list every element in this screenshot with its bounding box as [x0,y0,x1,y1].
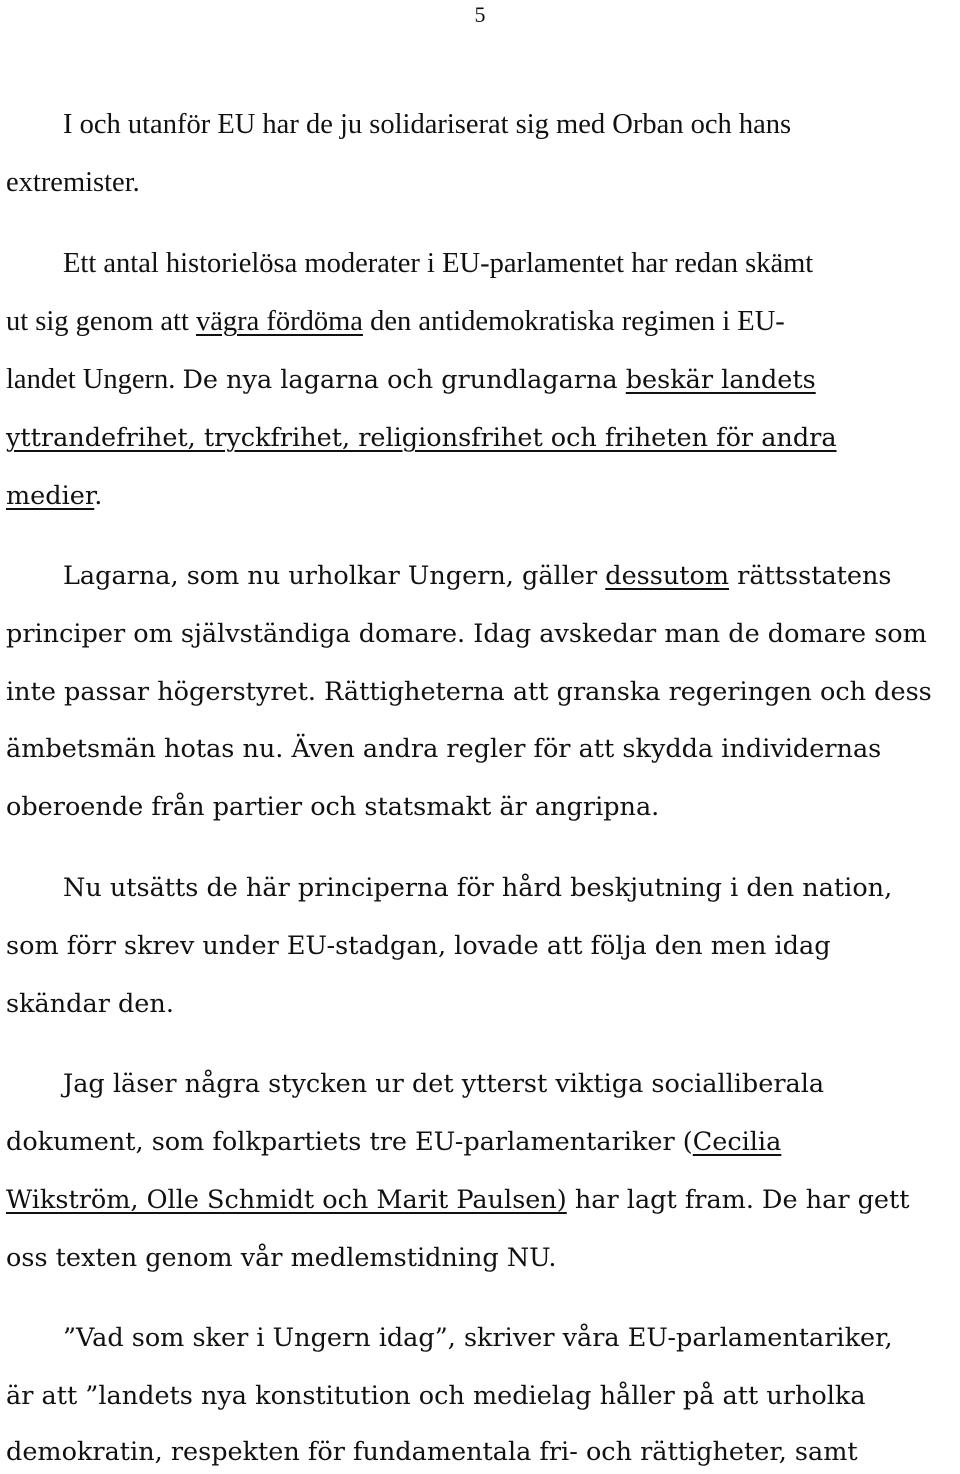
underlined-text: Cecilia [692,1127,782,1157]
text-line [6,926,831,966]
text-segment: . [94,481,103,511]
text-line [6,1122,781,1162]
text-segment: oberoende från partier och statsmakt är angripna. [6,792,660,822]
text-line [6,418,837,458]
underlined-text: yttrandefrihet, tryckfrihet, religionsfrihet och friheten för andra [6,423,837,453]
underlined-text: dessutom [605,561,730,591]
text-line [63,244,813,284]
text-line [63,556,892,596]
text-line [6,1432,858,1472]
text-segment: dokument, som folkpartiets tre EU-parlamentariker ( [6,1127,693,1157]
text-segment: extremister. [6,167,140,198]
text-segment: ut sig genom att [6,306,196,337]
text-segment: De nya lagarna och grundlagarna [182,365,626,395]
text-segment: är att ”landets nya konstitution och medielag håller på att urholka [6,1381,866,1411]
text-segment: Lagarna, som nu urholkar Ungern, gäller [63,561,606,591]
text-segment: skändar den. [6,989,174,1019]
underlined-text: Wikström, Olle Schmidt och Marit Paulsen) [6,1185,567,1215]
text-segment: inte passar högerstyret. Rättigheterna att granska regeringen och dess [6,677,932,707]
text-line [6,360,816,400]
text-line [63,105,791,145]
text-line [6,1376,866,1416]
text-segment: den antidemokratiska regimen i EU- [362,306,785,337]
text-segment: som förr skrev under EU-stadgan, lovade att följa den men idag [6,931,831,961]
text-line [6,614,927,654]
text-segment: har lagt fram. De har gett [566,1185,910,1215]
text-segment: Jag läser några stycken ur det ytterst viktiga socialliberala [63,1069,825,1099]
text-segment: rättsstatens [729,561,892,591]
text-line [6,787,659,827]
text-segment: landet Ungern. [6,364,183,395]
text-segment: Nu utsätts de här principerna för hård beskjutning i den nation, [63,873,893,903]
text-line [6,476,102,516]
page-number: 5 [474,2,486,27]
text-segment: I och utanför EU har de ju solidariserat sig med Orban och hans [63,109,792,140]
text-line [63,1318,893,1358]
underlined-text: beskär landets [625,365,816,395]
underlined-text: medier [6,481,95,511]
text-line [6,984,174,1024]
text-line [63,1064,824,1104]
text-segment: ämbetsmän hotas nu. Även andra regler för att skydda individernas [6,734,882,764]
text-line [6,1180,910,1220]
text-line [6,163,140,203]
text-line [6,729,881,769]
text-line [63,868,892,908]
text-segment: ”Vad som sker i Ungern idag”, skriver våra EU-parlamentariker, [63,1323,893,1353]
underlined-text: vägra fördöma [195,306,363,337]
text-segment: Ett antal historielösa moderater i EU-parlamentet har redan skämt [63,248,814,279]
text-segment: principer om självständiga domare. Idag avskedar man de domare som [6,619,927,649]
text-segment: oss texten genom vår medlemstidning NU. [6,1243,557,1273]
text-line [6,302,785,342]
text-segment: demokratin, respekten för fundamentala fri- och rättigheter, samt [6,1437,858,1467]
text-line [6,1238,556,1278]
text-line [6,672,932,712]
